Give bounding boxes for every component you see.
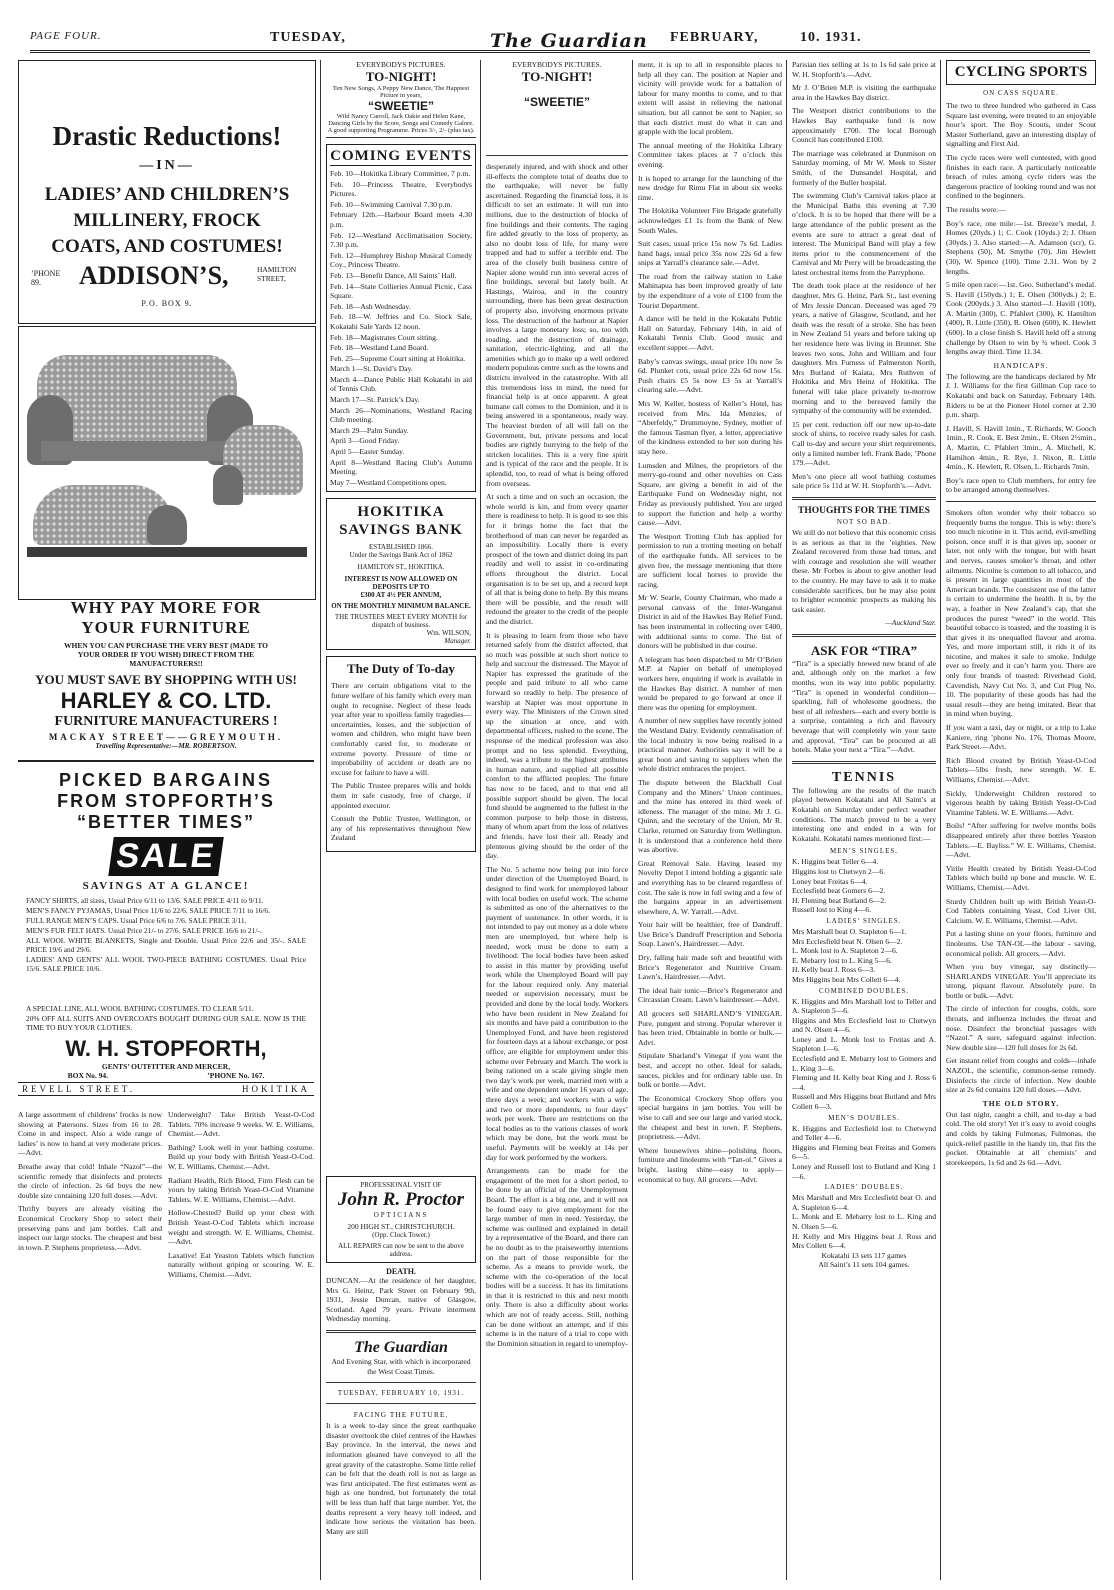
harley-line1: WHY PAY MORE FOR bbox=[70, 598, 262, 617]
news-item: The Westport district contributions to the Hawkes Bay earthquake fund is now approximately £700. The local Borough Council has contributed £100. bbox=[792, 106, 936, 145]
stopforth-price-list-more bbox=[26, 1004, 306, 1032]
stopforth-town: HOKITIKA bbox=[242, 1084, 310, 1094]
bank-act: Under the Savings Bank Act of 1862 bbox=[349, 551, 453, 560]
advt-note: A large assortment of childrens’ frocks is now showing at Patersons. Sizes from 16 to 28. Come in and inspect. Also a wide range of ladies’ is now to hand at very moderate prices.—Advt. bbox=[18, 1110, 162, 1158]
leader-paragraph: It is pleasing to learn from those who have returned safely from the district affected, that so much was possible at such short notice to help and succour the distressed. The Mayor of Napier has expressed the gratitude of the people and paid tribute to all who came forward so readily to help. The presence of warship at Napier was most opportune in every way. The Ministers of the Crown sited up the situation at once, and with departmental officers, rushed to the scene. The response of the medical profession was also prompt and no less splendid. Everything, indeed, was a tribute to the highest attributes in human nature, and supplied all possible comfort to the afflicted peoples. The future has now to be faced, and to that end all possible support should be given. The local fund should be augmented to the fullest in the common purpose to help those in distress, many of whom apart from the loss of relatives and friends, have lost their all. Ready and plenteous giving should be the order of the day. bbox=[486, 630, 628, 861]
page-number: PAGE FOUR. bbox=[30, 30, 102, 42]
news-item: ment, it is up to all in responsible places to help all they can. The position at Napier and vicinity will provide work for a battalion of labour for many months to come, and to that extent will assist in relieving the national situation, but all cannot be sent to Napier, so that each district must do what it can and grapple with the local problem. bbox=[638, 60, 782, 137]
tennis-result: K. Higgins beat Teller 6—4. bbox=[792, 857, 879, 867]
proctor-visit: PROFESSIONAL VISIT OF bbox=[360, 1181, 442, 1189]
stopforth-footer bbox=[18, 1004, 314, 1096]
event-item: Feb. 14—State Collieries Annual Picnic, Cass Square. bbox=[330, 281, 472, 301]
advt-note: Sickly, Underweight Children restored to vigorous health by taking British Yeast-O-Cod Vitamine Tablets. W. E. Williams.—Advt. bbox=[946, 788, 1096, 817]
bank-rate: £300 AT 4½ PER ANNUM, bbox=[360, 591, 442, 600]
bank-interest: INTEREST IS NOW ALLOWED ON DEPOSITS UP TO bbox=[344, 575, 458, 592]
news-item: The Westport Trotting Club has applied for permission to run a trotting meeting on behalf of the earthquake funds. All services to be given free, the message mentioning that there are sufficient local horses to provide the racing. bbox=[638, 531, 782, 589]
bank-trustees: THE TRUSTEES MEET EVERY MONTH for dispatch of business. bbox=[334, 613, 468, 630]
stopforth-sale: SALE bbox=[108, 837, 223, 876]
divider bbox=[792, 634, 936, 637]
tennis-result: Loney and L. Monk lost to Freitas and A. Stapleton 1—6. bbox=[792, 1034, 936, 1054]
harley-line2: YOUR FURNITURE bbox=[81, 618, 251, 637]
news-item: It is hoped to arrange for the launching of the new dredge for Rimu Flat in about six weeks time. bbox=[638, 173, 782, 202]
tennis-results bbox=[792, 847, 936, 1270]
advt-note: Underweight? Take British Yeast-O-Cod Tablets. 70% increase 9 weeks. W. E. Williams, Chemist.—Advt. bbox=[168, 1110, 314, 1139]
divider bbox=[946, 501, 1096, 502]
stopforth-contact bbox=[18, 1071, 314, 1080]
advt-note: Laxative! Eat Yeaston Tablets which function naturally without griping or scouring. W. E. Williams, Chemist.—Advt. bbox=[168, 1250, 314, 1279]
column-6 bbox=[946, 60, 1096, 1171]
tennis-result: Higgins and Fleming beat Freitas and Gomers 6—5. bbox=[792, 1142, 936, 1162]
col2-lower bbox=[326, 1176, 476, 1540]
advt-note: Bathing? Look well in your bathing costume. Build up your body with British Yeast-O-Cod. W. E. Williams, Chemist.—Advt. bbox=[168, 1142, 314, 1171]
proctor-repairs: ALL REPAIRS can now be sent to the above address. bbox=[338, 1242, 464, 1258]
event-item: April 8—Westland Racing Club’s Autumn Meeting. bbox=[330, 457, 472, 477]
tira-title: ASK FOR “TIRA” bbox=[810, 642, 918, 658]
column-rule bbox=[940, 60, 941, 1580]
tennis-result: Loney and Russell lost to Butland and King 1—6. bbox=[792, 1162, 936, 1181]
event-item: Feb. 18—Ash Wednesday. bbox=[330, 301, 411, 311]
advt-note: Radiant Health, Rich Blood, Firm Flesh can be yours by taking British Yeast-O-Cod Vitamine Tablets. W. E. Williams, Chemist.—Advt. bbox=[168, 1175, 314, 1204]
advt-note: Breathe away that cold! Inhale “Nazol”—the scientific remedy that disinfects and protects the circle of infection. 2s 6d buys the new double size containing 120 full doses.—Advt. bbox=[18, 1161, 162, 1200]
leader-paragraph: At such a time and on such an occasion, the whole world is kin, and from every quarter there is readiness to help. It is good to see this for it brings home the fact that the brotherhood of man can never be regarded as an impossibility. Locally there is every prospect of the town and district doing its part readily and well to assist in co-ordinating efforts throughout the district. Local organisation is to be set up, and a record kept of all that is being done to help. By this means there will be possible, and the result will redound the greater to the credit of the people and the district. bbox=[486, 492, 628, 626]
event-item: Feb. 10—Princess Theatre, Everybodys Pictures. bbox=[330, 179, 472, 199]
addison-in: —IN— bbox=[139, 158, 195, 173]
masthead-title: The Guardian bbox=[490, 30, 648, 52]
advt-note: When you buy vinegar, say distinctly—SHARLANDS VINEGAR. You’ll appreciate its strong, piquant flavour. Absolutely pure. In bottle or bulk.—Advt. bbox=[946, 962, 1096, 1000]
death-notice: DUNCAN.—At the residence of her daughter, Mrs G. Heinz, Park Street on February 9th, 1931, Jessie Duncan, native of Glasgow, Scotland. Aged 79 years. Private interment Wednesday morning. bbox=[326, 1276, 476, 1324]
bank-signature: Wm. WILSON, bbox=[426, 629, 471, 638]
cycling-p5: 5 mile open race:—1st. Geo. Sutherland’s medal. S. Havill (150yds.) 1; E. Olsen (300yds.) 2; E. Cook (200yds.) 3. Also started—J. Havill (100), A. Martin (300), C. Pfahlert (300), K. Hamilton (400), R. Little (350), R. Olsen (600), K. Hewlett (600). In a close finish S. Havill held off a strong challenge by Olsen to win by ¾ wheel. Cook 3 lengths away third. Time 11.34. bbox=[946, 280, 1096, 357]
news-item: Great Removal Sale. Having leased my Novelty Depot I intend holding a gigantic sale and everything has to be cleared regardless of cost. The sale is now in full swing and a few of the bargains appear in an advertisement elsewhere, A. W. Yarrall.—Advt. bbox=[638, 858, 782, 916]
tennis-intro: The following are the results of the match played between Kokatahi and All Saint’s at Kokatahi on Saturday under perfect weather conditions. The match proved to be a very interesting one and ended in a win for Kokatahi. Kokatahi names mentioned first:— bbox=[792, 785, 936, 843]
thoughts-source: —Auckland Star. bbox=[884, 618, 936, 628]
news-item: The Hokitika Volunteer Fire Brigade gratefully acknowledges £1 1s from the Bank of New South Wales. bbox=[638, 206, 782, 235]
news-item: Mrs W. Keller, hostess of Keller’s Hotel, has received from Mrs. Ida Menzies, of “Aberfeldy,” Drummoyne, Sydney, mother of the famous Tasman flyer, a letter, appreciative of the kindness extended to her son during his stay here. bbox=[638, 399, 782, 456]
bank-manager: Manager. bbox=[444, 637, 471, 646]
masthead-day: TUESDAY, bbox=[270, 30, 346, 45]
stopforth-l1: PICKED BARGAINS bbox=[58, 770, 273, 790]
col5-items bbox=[792, 60, 936, 491]
divider bbox=[326, 1403, 476, 1404]
stopforth-l2: FROM STOPFORTH’S bbox=[57, 791, 275, 811]
divider bbox=[326, 1330, 476, 1333]
event-item: February 12th.—Harbour Board meets 4.30 p.m. bbox=[330, 210, 472, 229]
coming-events-title: COMING EVENTS bbox=[330, 148, 472, 164]
addison-name: ADDISON’S, bbox=[79, 261, 229, 290]
proctor-ad bbox=[326, 1176, 476, 1263]
event-item: Feb. 18—W. Jeffries and Co. Stock Sale, Kokatahi Sale Yards 12 noon. bbox=[330, 312, 472, 331]
pictures-ad-right bbox=[486, 60, 628, 156]
event-item: March 29—Palm Sunday. bbox=[330, 425, 409, 435]
tennis-result: Ecclesfield beat Gomers 6—2. bbox=[792, 886, 886, 896]
tennis-section-heading: LADIES’ SINGLES. bbox=[826, 916, 902, 925]
advt-note: Boils! “After suffering for twelve months boils disappeared entirely after three bottles Yeaston Tablets.—E. Bayliss.” W. E. Williams, Chemist.—Advt. bbox=[946, 821, 1096, 860]
harley-address: MACKAY STREET——GREYMOUTH. bbox=[48, 732, 284, 742]
news-item: Baby’s canvas swings, usual price 10s now 5s 6d. Plunket cots, usual price 22s 6d now 15s. Push chairs £5 5s now £3 5s at Yarrall’s clearing sale.—Advt. bbox=[638, 356, 782, 395]
news-item: Men’s one piece all wool bathing costumes sale price 5s 11d at W. H. Stopforth’s.—Advt. bbox=[792, 471, 936, 491]
news-item: Mr J. O’Brien M.P. is visiting the earthquake area in the Hawkes Bay district. bbox=[792, 83, 936, 102]
event-item: April 3—Good Friday. bbox=[330, 436, 400, 446]
advt-note: If you want a taxi, day or night, or a trip to Lake Kaniere, ring ’phone No. 176, Thomas Moore, Park Street.—Advt. bbox=[946, 723, 1096, 752]
bank-balance: ON THE MONTHLY MINIMUM BALANCE. bbox=[331, 602, 471, 611]
col6-notes bbox=[946, 723, 1096, 1095]
proctor-name: John R. Proctor bbox=[337, 1189, 465, 1210]
column-rule bbox=[480, 60, 481, 1580]
leader-title: FACING THE FUTURE. bbox=[353, 1410, 449, 1420]
proctor-address: 200 HIGH ST., CHRISTCHURCH. bbox=[347, 1222, 455, 1231]
news-item: Suit cases, usual price 15s now 7s 6d. Ladies hand bags, usual price 35s now 22s 6d a few snips at Yarrall’s clearance sale.—Advt. bbox=[638, 239, 782, 268]
tennis-result: Russell lost to King 4—6. bbox=[792, 905, 872, 915]
news-item: The dispute between the Blackball Coal Company and the Miners’ Union continues, and the mine has entered its third week of idleness. The manager of the mine, Mr J. G. Quinn, and the secretary of the Union, Mr R. Clarke, returned on Saturday from Wellington. It is understood that a conference held there was abortive. bbox=[638, 777, 782, 855]
pictures-tonight: TO-NIGHT! bbox=[365, 69, 437, 84]
proctor-opp: (Opp. Clock Tower.) bbox=[372, 1231, 430, 1239]
death-title: DEATH. bbox=[386, 1267, 416, 1276]
news-item: The ideal hair tonic—Brice’s Regenerator and Circassian Cream. Lawn’s hairdresser.—Advt. bbox=[638, 985, 782, 1005]
addison-ad bbox=[18, 60, 316, 324]
pictures-desc2: Wild Nancy Carroll, Jack Oakie and Helen Kane, Dancing Girls by the Score, Songs and Comedy Galore. bbox=[328, 113, 474, 127]
stopforth-street-line bbox=[18, 1082, 314, 1096]
addison-body: LADIES’ AND CHILDREN’S MILLINERY, FROCK COATS, AND COSTUMES! bbox=[44, 184, 290, 257]
addison-phone: ’PHONE 89. bbox=[31, 269, 61, 287]
news-item: Where housewives shine—polishing floors, furniture and linoleums with “Tan-ol.” Gives a bright, lasting shine—easy to apply—economical to buy. All grocers.—Advt. bbox=[638, 1145, 782, 1184]
event-item: April 5—Easter Sunday. bbox=[330, 447, 405, 457]
event-item: Feb. 10—Hokitika Library Committee, 7 p.m. bbox=[330, 169, 471, 178]
tennis-title: TENNIS bbox=[831, 769, 897, 785]
masthead bbox=[30, 28, 1090, 53]
leader-continued bbox=[486, 162, 628, 1348]
harley-copy bbox=[18, 598, 314, 750]
col1-notes-left bbox=[18, 1110, 162, 1256]
tennis-result: Higgins lost to Chetwyn 2—6. bbox=[792, 866, 886, 876]
stopforth-l3: “BETTER TIMES” bbox=[76, 812, 255, 832]
duty-p2: The Public Trustee prepares wills and holds them in safe custody, free of charge, if appointed executor. bbox=[331, 781, 471, 810]
public-trustee-ad bbox=[326, 656, 476, 852]
pictures-header-right: EVERYBODYS PICTURES. bbox=[512, 60, 602, 69]
column-rule bbox=[320, 60, 321, 1580]
event-item: Feb. 18—Westland Land Board. bbox=[330, 343, 429, 353]
duty-title: The Duty of To-day bbox=[347, 661, 455, 677]
bank-title: HOKITIKA SAVINGS BANK bbox=[339, 504, 463, 539]
news-item: Stipulate Sharland’s Vinegar if you want the best, and accept no other. Ideal for salads, sauces, pickles and for ordinary table use. In bulk or bottle.—Advt. bbox=[638, 1051, 782, 1090]
tennis-section-heading: COMBINED DOUBLES. bbox=[818, 986, 910, 995]
stopforth-street: REVELL STREET. bbox=[22, 1084, 135, 1094]
tennis-result: Mrs Ecclesfield beat N. Olsen 6—2. bbox=[792, 936, 903, 946]
guardian-date: TUESDAY, FEBRUARY 10, 1931. bbox=[337, 1389, 465, 1398]
leader-paragraph: The No. 5 scheme now being put into force under direction of the Unemployed Board, is designed to find work for unemployed labour with local bodies on useful work. The scheme is submitted as one of the alternatives to the payment of sustenance. In other words, it is not intended to pay out money as a dole where men are unemployed, but where help is needed, work must be done to earn a livelihood. The local bodies have been asked to assist in this matter by providing useful work while the Unemployed Board will pay for the labour required only. Any material needed or supervision necessary, must be provided and done by the local body. Workers who have been resident in New Zealand for six months and have paid a contribution to the Unemployed Fund, and have been registered for fourteen days at a labour exchange, or post office, are eligible for employment under this scheme over February and March. The work is being rationed on a scale giving single men two day’s work per week, married men with a wife and one dependent under 16 years of age, three days a week; and workers with a wife and two or more dependents, to four days’ work per week. There are restrictions on the local bodies as to the various classes of work which may be done, but the work must be useful. Payments will be weekly at 14s per day for work performed by the workers. bbox=[486, 864, 628, 1162]
tennis-result: H. Kelly and Mrs Higgins beat J. Ross and Mrs Collett 6—4. bbox=[792, 1231, 936, 1251]
tennis-result: Higgins and Mrs Ecclesfield lost to Chetwyn and N. Olsen 4—6. bbox=[792, 1015, 936, 1035]
stopforth-name: W. H. STOPFORTH, bbox=[65, 1036, 267, 1061]
event-item: March 1—St. David’s Day. bbox=[330, 364, 413, 374]
tennis-result: Loney beat Freitas 6—4. bbox=[792, 876, 868, 886]
tennis-total: Kokatahi 13 sets 117 games bbox=[821, 1250, 907, 1260]
old-story-title: THE OLD STORY. bbox=[982, 1098, 1060, 1108]
event-item: March 26—Nominations, Westland Racing Club meeting. bbox=[330, 405, 472, 425]
news-item: A telegram has been dispatched to Mr O’Brien M.P. at Napier on behalf of unemployed workers here, enquiring if work is available in the Hawkes Bay district. A number of men would be prepared to go forward at once if there was the opening for employment. bbox=[638, 654, 782, 712]
cycling-p4: Boy’s race, one mile:—1st. Breeze’s medal, J. Homes (20yds.) 1; C. Cook (10yds.) 2; J. Olsen (30yds.) 3. Also started:—A. Adamson (scr), G. Stephens (50), M. Smythe (70), Jim Hewlett (30), W. Spence (100). Time 2.31. Won by 2 lengths. bbox=[946, 218, 1096, 276]
news-item: Your hair will be healthier, free of Dandruff. Use Brice’s Dandruff Prescription and Seboria Soap. Lawn’s, Hairdresser.—Advt. bbox=[638, 920, 782, 949]
tennis-result: Mrs Marshall beat O. Stapleton 6—1. bbox=[792, 926, 907, 936]
tennis-result: H. Fleming beat Butland 6—2. bbox=[792, 895, 887, 905]
news-item: All grocers sell SHARLAND’S VINEGAR. Pure, pungent and strong. Popular wherever it has been tried. Obtainable in bottle or bulk.—Advt. bbox=[638, 1009, 782, 1047]
tennis-section-heading: MEN’S SINGLES. bbox=[829, 847, 899, 856]
column-3 bbox=[486, 60, 628, 1352]
event-item: Feb. 12—Westland Acclimatisation Society, 7.30 p.m. bbox=[330, 230, 472, 250]
proctor-opticians: OPTICIANS bbox=[373, 1211, 429, 1219]
tennis-result: E. Mebarry lost to L. King 5—6. bbox=[792, 955, 892, 965]
tennis-result: Fleming and H. Kelly beat King and J. Ross 6—4. bbox=[792, 1073, 936, 1092]
advt-note: The circle of infection for coughs, colds, sore throats, and influenza includes the throat and nose. Disinfect the bronchial passages with “Nazol.” A sure, safeguard against infection. New double size—120 full doses for 2s 6d. bbox=[946, 1004, 1096, 1052]
stopforth-price-list bbox=[26, 896, 306, 973]
tennis-result: Mrs Marshall and Mrs Ecclesfield beat O. and A. Stapleton 6—4. bbox=[792, 1193, 936, 1212]
advt-note: Sturdy Children built up with British Yeast-O-Cod Tablets containing Yeast, Cod Liver Oil, Calcium. W. E. Williams, Chemist.—Advt. bbox=[946, 896, 1096, 925]
tennis-section-heading: MEN’S DOUBLES. bbox=[828, 1113, 900, 1122]
column-4 bbox=[638, 60, 782, 1188]
stopforth-ad bbox=[18, 760, 314, 1004]
news-item: The annual meeting of the Hokitika Library Committee takes places at 7 o’clock this evening. bbox=[638, 140, 782, 169]
news-item: Parisian ties selling at 1s to 1s 6d sale price at W. H. Stopforth’s.—Advt. bbox=[792, 60, 936, 79]
news-item: The death took place at the residence of her daughter, Mrs G. Heinz, Park St., last evening of Mrs Jessie Duncan. Deceased was aged 79 years, a native of Glasgow, Scotland, and her death was the result of a stroke. She has been in New Zealand 51 years and before taking up her residence here was living in Brunner. She leaves two sons, John and William and four daughters Mrs Furness of Palmerston North, Mrs Burland of Kaiata, Mrs Ruthven of Hokitika and Mrs Heinz of Hokitika. The funeral will take place privately to-morrow morning and to the bereaved family the sympathy of the community will be extended. bbox=[792, 281, 936, 416]
pictures-ad bbox=[326, 60, 476, 138]
tennis-result: L. Monk and E. Mebarry lost to L. King and N. Olsen 5—6. bbox=[792, 1212, 936, 1231]
cycling-p6: The following are the handicaps declared by Mr J. J. Williams for the first Gillman Cup race to Kokatahi and back on Saturday, February 14th. Riders to be at the Pioneer Hotel corner at 2.30 p.m. sharp. bbox=[946, 371, 1096, 420]
smokers-text: Smokers often wonder why their tobacco so frequently burns the tongue. This is why: there’s too much nicotine in it. This acrid, evil-smelling poison, once stuff it is that gives up, sooner or later, not only with the tongue, but with heart and nerves, causes smoker’s throat, and other ailments. Nicotine is common to all tobacco, and is present in large quantities in most of the American brands. The consistent use of the latter is certain to undermine the health. It is, by the way, a feather in New Zealand’s cap, that she produces the purest “weed” in the world. This beautiful tobacco is toasted, and the toasting it is that gives it its unequalled flavour and aroma. Yes, and more important still, it rids it of its nicotine, and makes it safe to smoke. Indulge ever so freely and it can’t harm you. There are only four brands of toasted: Riverhead Gold, Cavendish, Navy Cut No. 3, and Cut Plug No. 10. The popularity of these goods has had the usual result—they are being imitated. Bear that in mind when buying. bbox=[946, 507, 1096, 719]
thoughts-text: We still do not believe that this economic crisis is as serious as that in the ’eighties. New Zealand recovered from those bad times, and with courage and resolution she will weather these. Mr Forbes is about to give another lead to the country. He may have to ask it to make considerable sacrifices, but he may also point to brighter economic prospects as making his task easier. bbox=[792, 527, 936, 614]
pictures-tonight-right: TO-NIGHT! bbox=[521, 69, 593, 84]
column-2 bbox=[326, 60, 476, 852]
cycling-sub: ON CASS SQUARE. bbox=[983, 89, 1059, 97]
addison-box: P.O. BOX 9. bbox=[141, 299, 193, 308]
price-list-item: FULL RANGE MEN’S CAPS. Usual Price 6/6 to 7/6. SALE PRICE 3/11. bbox=[26, 916, 247, 925]
price-list-item: A SPECIAL LINE, ALL WOOL BATHING COSTUMES. TO CLEAR 5/11. bbox=[26, 1004, 254, 1013]
stopforth-phone: ’PHONE No. 167. bbox=[207, 1071, 265, 1080]
pictures-desc1: Ten New Songs, A Peppy New Dance, The Happiest Picture in years, bbox=[332, 85, 470, 99]
guardian-title: The Guardian bbox=[354, 1338, 448, 1356]
column-rule bbox=[632, 60, 633, 1580]
advt-note: Rich Blood created by British Yeast-O-Cod Tablets—5lbs fresh, new strength. W. E. Williams, Chemist.—Advt. bbox=[946, 755, 1096, 784]
news-item: The swimming Club’s Carnival takes place at the Municipal Baths this evening at 7.30 o’clock. It is to be hoped that there will be a large attendance of the public present as the events are sure to attract a great deal of interest. The Municipal Band will play a few items prior to the commencement of the Carnival and Mr Perry will be broadcasting the latest orchestral items from the Parryphone. bbox=[792, 191, 936, 277]
advt-note: Virile Health created by British Yeast-O-Cod Tablets which build up bone and muscle. W. E. Williams, Chemist.—Advt. bbox=[946, 863, 1096, 892]
tennis-result: Russell and Mrs Higgins beat Butland and Mrs Collett 6—3. bbox=[792, 1092, 936, 1112]
leader-paragraph: Arrangements can be made for the engagement of the men for a short period, to be done by an official of the Unemployment Board. The effort is a big one, and it will not be found easy to give employment for the large number of men in need. Yesterday, the scheme was outlined and explained in detail by a representative of the Board, and there can be no doubt as to the praiseworthy intentions on the part of those responsible for the scheme. As a means to provide work, the scheme with the co-operation of the local bodies will be a success. It has its limitations in that it is restricted to this and next month only. There is also a difficulty about works which are not of ready access. Still, nothing can be done without an attempt, and if this scheme is in the nature of a trial to cope with the Dominion situation in regard to unemploy- bbox=[486, 1166, 628, 1348]
event-item: Feb. 13—Benefit Dance, All Saints’ Hall. bbox=[330, 270, 457, 280]
harley-sub: FURNITURE MANUFACTURERS ! bbox=[54, 714, 278, 729]
tira-text: “Tira” is a specially brewed new brand of ale and, although only on the market a few months, won its way into public popularity. “Tira” is opened in wonderful condition—sparkling, full of wholesome goodness, the best of all refreshers—each and every bottle is a surprise, containing a rich and flavoury beverage that will completely win your taste and approval. “Tira” can be procured at all hotels. Make your next a “Tira.”—Advt. bbox=[792, 658, 936, 755]
handicaps-title: HANDICAPS. bbox=[993, 360, 1049, 370]
advt-note: Put a lasting shine on your floors, furniture and linoleums. Use TAN-OL—the labour - saving, economical polish. All grocers.—Advt. bbox=[946, 929, 1096, 958]
leader-paragraph: desperately injured, and with shock and other ill-effects the complete total of deaths due to the earthquake, will never be fully ascertained. Regarding the financial loss, it is difficult to set an estimate. It will run into millions, due to the destruction of blocks of fine buildings and their contents. The raging fire added greatly to the loss of property, as also no doubt loss of life, for many were trapped and had to suffer a terrible end. The area of the closely built business centre of Napier alone would run into several acres of fine buildings, several but lately built. At Hastings, Wairoa, and in the country surrounding, there has been great destruction of property also, involving enormous private loss. The destruction of the harbour at Napier involves a large monetary loss; so, too with roading, and the destruction of drainage, sanitation, electric-lighting, and all the amenities which go to make up a well ordered modern populous centre such as the towns and districts involved in the catastrophe. With all this tremendous loss in mind, the need for financial help is at once apparent. A great humane call comes to the Dominion, and it is being answered in a spontaneous, ready way. The heaviest burden of all will fall on the Government, but, private persons and local bodies are rightly hurrying to the help of the stricken localities. This is a very fine spirit and is typical of the race and the people. It is splendid, too, to read of what is being offered from overseas. bbox=[486, 162, 628, 488]
advt-note: Hollow-Chested? Build up your chest with British Yeast-O-Cod Tablets which increase weight and strength. W. E. Williams, Chemist.—Advt. bbox=[168, 1208, 314, 1247]
event-item: May 7—Westland Competitions open. bbox=[330, 477, 447, 487]
cycling-p1: The two to three hundred who gathered in Cass Square last evening, were treated to an enjoyable hour’s sport. The Boy Scouts, under Scout Master Sutherland, gave an interesting display of signalling and First Aid. bbox=[946, 101, 1096, 149]
harley-name: HARLEY & CO. LTD. bbox=[60, 688, 272, 713]
tennis-result: Ecclesfield and E. Mebarry lost to Gomers and L. King 3—6. bbox=[792, 1054, 936, 1073]
masthead-month: FEBRUARY, bbox=[670, 30, 759, 45]
bank-est: ESTABLISHED 1866. bbox=[369, 543, 433, 552]
news-item: A dance will be held in the Kokatahi Public Hall on Saturday, February 14th, in aid of Kokatahi Tennis Club. Good music and excellent supper.—Advt. bbox=[638, 314, 782, 353]
event-item: March 17—St. Patrick’s Day. bbox=[330, 395, 420, 405]
addison-headline: Drastic Reductions! bbox=[52, 121, 282, 151]
advt-note: Get instant relief from coughs and colds—inhale NAZOL, the scientific, common-sense remedy. Disinfects the circle of infection. New double size at 2s 6d contains 120 full doses.—Advt. bbox=[946, 1056, 1096, 1095]
pictures-film: “SWEETIE” bbox=[367, 99, 434, 113]
news-item: Dry, falling hair made soft and beautiful with Brice’s Regenerator and Nutritive Cream. Lawn’s, Hairdresser.—Advt. bbox=[638, 953, 782, 982]
tennis-result: Mrs Higgins beat Mrs Collett 6—4. bbox=[792, 974, 901, 984]
coming-events bbox=[326, 144, 476, 492]
price-list-item: FANCY SHIRTS, all sizes, Usual Price 6/11 to 13/6. SALE PRICE 4/11 to 9/11. bbox=[26, 896, 264, 905]
harley-line3: WHEN YOU CAN PURCHASE THE VERY BEST (MADE TO YOUR ORDER IF YOU WISH) DIRECT FROM THE MANUFACTURERS!! bbox=[64, 641, 268, 668]
stopforth-trade: GENTS’ OUTFITTER AND MERCER, bbox=[101, 1062, 231, 1071]
thoughts-title: THOUGHTS FOR THE TIMES bbox=[798, 505, 930, 516]
news-item: The Economical Crockery Shop offers you special bargains in jam bottles. You will be wise to call and see our large and varied stock, the cheapest and best in town. P. Stephens, proprietress.—Advt. bbox=[638, 1093, 782, 1142]
harley-line4: YOU MUST SAVE BY SHOPPING WITH US! bbox=[35, 672, 297, 687]
divider bbox=[792, 497, 936, 500]
news-item: The marriage was celebrated at Dunmison on Saturday morning, of Mr W. Meek to Sister Smith, of the Dunsandel Hospital, and formerly of the Buller hospital. bbox=[792, 148, 936, 187]
tennis-section-heading: LADIES’ DOUBLES. bbox=[824, 1183, 904, 1192]
advt-note: Thrifty buyers are already visiting the Economical Crockery Shop to select their preserving pans and jam bottles. Call and inspect our large stocks. The cheapest and best in town. P. Stephens proprietess.—Advt. bbox=[18, 1204, 162, 1252]
price-list-item: 20% OFF ALL SUITS AND OVERCOATS BOUGHT DURING OUR SALE. NOW IS THE TIME TO BUY YOUR CLOTHES. bbox=[26, 1014, 306, 1032]
news-item: 15 per cent. reduction off our new up-to-date stock of shirts, to receive ready sales for cash. Call to-day and secure your shirt requirements, only a limited number left. Frank Bade, ’Phone 179.—Advt. bbox=[792, 419, 936, 468]
leader-text: It is a week to-day since the great earthquake disaster overtook the chief centres of the Hawkes Bay province. In the interval, the news and information gleaned have conveyed to all the great gravity of the catastrophe. Some little relief can be felt that the death roll is not as large as was first anticipated. The first estimates went as high as one hundred, but fortunately the total will be less than half that large number. Yet, the deaths represent a very heavy toll indeed, and indicate how serious the visitation has been. Many are still bbox=[326, 1421, 476, 1536]
divider bbox=[792, 761, 936, 764]
cycling-title: CYCLING SPORTS bbox=[946, 60, 1096, 85]
tennis-result: H. Kelly beat J. Ross 6—3. bbox=[792, 965, 876, 975]
divider bbox=[326, 1382, 476, 1383]
bank-address: HAMILTON ST., HOKITIKA. bbox=[357, 563, 445, 572]
tennis-total: All Saint’s 11 sets 104 games. bbox=[818, 1260, 910, 1270]
cycling-p3: The results were:— bbox=[946, 204, 1006, 214]
price-list-item: MEN’S FANCY PYJAMAS, Usual Price 11/6 to 22/6. SALE PRICE 7/11 to 16/6. bbox=[26, 906, 270, 915]
cycling-p2: The cycle races were well contested, with good finishes in each race. A particularly noticeable breach of rules among cycle riders was the dangerous practice of looking round and was not confined to the beginners. bbox=[946, 152, 1096, 201]
cycling-p7: J. Havill, S. Havill 1min., T. Richards, W. Gooch 1min., R. Cook, E. Best 2min., E. Olsen 2½min., A. Martin, C. Pfahlert 3min., A. Mitchell, K. Hamilton 4min., R. Rye, J. Nixon, R. Little 4min., K. Hewlett, R. Olsen, L. Richards 7min. bbox=[946, 423, 1096, 472]
addison-street: HAMILTON STREET, bbox=[257, 265, 297, 283]
event-item: Feb. 18—Magistrates Court sitting. bbox=[330, 332, 438, 342]
col1-notes-right bbox=[168, 1110, 314, 1284]
stopforth-box: BOX No. 94. bbox=[67, 1071, 109, 1080]
column-rule bbox=[786, 60, 787, 1580]
thoughts-sub: NOT SO BAD. bbox=[836, 517, 892, 526]
pictures-film-right: “SWEETIE” bbox=[523, 95, 590, 109]
price-list-item: ALL WOOL WHITE BLANKETS, Single and Double. Usual Price 22/6 and 35/-. SALE PRICE 19/6 and 29/6. bbox=[26, 936, 306, 954]
savings-bank-ad bbox=[326, 498, 476, 650]
column-5 bbox=[792, 60, 936, 1270]
harley-rep: Travelling Representative:—MR. ROBERTSON. bbox=[95, 742, 237, 750]
news-item: A number of new supplies have recently joined the Westland Dairy. Evidently centralisation of the local industry is now being realised in a practical manner. Authorities say it will be a great boon and saving to suppliers when the whole district embraces the project. bbox=[638, 716, 782, 774]
duty-p1: There are certain obligations vital to the future welfare of his family which every man ought to recognise. Neglect of these leads year after year to spoilless family tragedies—uncertainties, losses, and the subjection of women and children, who might have been comfortably cared for, to moderate or extreme poverty. Pressure of time or improbability of accident or death are no excuse for failure to have a will. bbox=[331, 681, 471, 777]
event-item: March 4—Dance Public Hall Kokatahi in aid of Tennis Club. bbox=[330, 374, 472, 394]
tennis-result: K. Higgins and Ecclesfield lost to Chetwynd and Teller 4—6. bbox=[792, 1123, 936, 1143]
old-story-text: Out last night, caught a chill, and to-day a bad cold. The old story! Yet it’s easy to avoid coughs and colds by taking Fulmonas, Fulmonas, the quick-relief pastille in the handy tin, that fits the pocket. Obtainable at all chemists’ and storekeepers, 1s 6d and 2s 6d.—Advt. bbox=[946, 1109, 1096, 1167]
price-list-item: MEN’S FUR FELT HATS. Usual Price 21/- to 27/6. SALE PRICE 16/6 to 21/-. bbox=[26, 926, 262, 935]
news-item: Lumsden and Milnes, the proprietors of the merry-go-round and other novelties on Cass Square, are giving a benefit in aid of the Earthquake Fund on Wednesday night, not Friday as previously published. You are urged to support the function and help a worthy cause.—Advt. bbox=[638, 460, 782, 528]
event-item: Feb. 25—Supreme Court sitting at Hokitika. bbox=[330, 353, 466, 363]
price-list-item: LADIES’ AND GENTS’ ALL WOOL TWO-PIECE BATHING COSTUMES. Usual Price 15/6. SALE PRICE 10/6. bbox=[26, 955, 306, 973]
duty-p3: Consult the Public Trustee, Wellington, or any of his representatives throughout New Zealand bbox=[331, 814, 471, 843]
guardian-sub: And Evening Star, with which is incorporated the West Coast Times. bbox=[331, 1356, 471, 1376]
tennis-result: K. Higgins and Mrs Marshall lost to Teller and A. Stapleton 5—6. bbox=[792, 996, 936, 1016]
masthead-date: 10. 1931. bbox=[800, 30, 862, 45]
pictures-header: EVERYBODYS PICTURES. bbox=[356, 60, 446, 69]
harley-ad-text bbox=[18, 400, 314, 600]
event-item: Feb. 12—Humphrey Bishop Musical Comedy Coy., Princess Theatre. bbox=[330, 250, 472, 270]
cycling-p8: Boy’s race open to Club members, for entry fee to be arranged among themselves. bbox=[946, 475, 1096, 495]
news-item: The road from the railway station to Lake Mahinapua has been improved greatly of late by the expenditure of a vote of £100 from the Tourist Department. bbox=[638, 271, 782, 310]
news-item: Mr W. Searle, County Chairman, who made a personal canvass of the Inter-Wanganui District in aid of the Hawkes Bay Relief Fund, has been instrumental in collecting over £400, with additional sums to come. The list of donors will be published in due course. bbox=[638, 593, 782, 651]
event-item: Feb. 10—Swimming Carnival 7.30 p.m. bbox=[330, 199, 453, 209]
pictures-desc3: A good supporting Programme. Prices 3/-, 2/- (plus tax). bbox=[327, 127, 475, 134]
coming-events-list bbox=[330, 169, 472, 487]
stopforth-savings: SAVINGS AT A GLANCE! bbox=[82, 880, 250, 892]
tennis-result: L. Monk lost to A. Stapleton 2—6. bbox=[792, 946, 898, 956]
